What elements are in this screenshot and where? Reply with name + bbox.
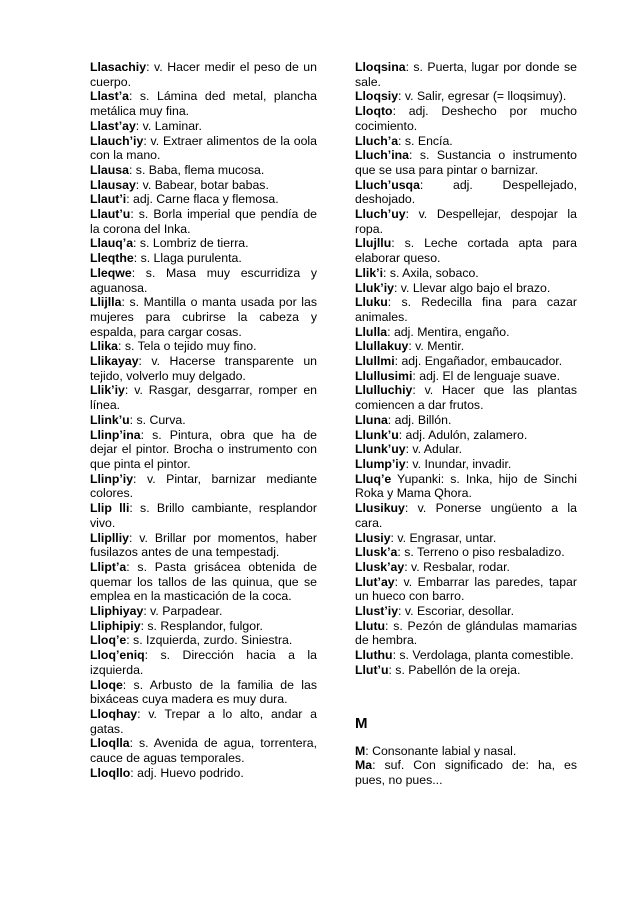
entry-definition: : v. Extraer alimentos de la oola con la mano. bbox=[90, 133, 317, 163]
entry-definition: : v. Hacer medir el peso de un cuerpo. bbox=[90, 60, 317, 89]
entry-headword: Lluk’iy bbox=[355, 280, 394, 295]
entry-headword: Lliphiyay bbox=[90, 604, 144, 619]
entry-definition: : v. Parpadear. bbox=[143, 604, 223, 619]
dictionary-entry bbox=[355, 60, 577, 89]
entry-headword: Lluch’a bbox=[355, 133, 399, 148]
entry-headword: Llast’ay bbox=[90, 118, 136, 133]
entry-definition: : s. Lombriz de tierra. bbox=[133, 236, 249, 251]
dictionary-entry bbox=[90, 236, 317, 251]
entry-definition: : v. Babear, botar babas. bbox=[135, 177, 269, 192]
entry-definition: : s. Encía. bbox=[398, 133, 453, 148]
entry-headword: Llipt’a bbox=[90, 559, 127, 574]
dictionary-entry bbox=[355, 663, 577, 678]
dictionary-entry bbox=[355, 501, 577, 530]
dictionary-entry bbox=[90, 295, 317, 339]
entry-definition: : s. Borla imperial que pendía de la corona del Inka. bbox=[90, 207, 317, 236]
dictionary-entry bbox=[355, 354, 577, 369]
entry-definition: : s. Mantilla o manta usada por las mujeres para cubrirse la cabeza y espalda, para cargar cosas. bbox=[90, 295, 317, 339]
entry-headword: Llaut’i bbox=[90, 192, 127, 207]
dictionary-entry bbox=[355, 325, 577, 340]
entry-headword: Ma bbox=[355, 758, 373, 773]
entry-headword: Llaut’u bbox=[90, 207, 131, 222]
entry-headword: Llunk’uy bbox=[355, 442, 406, 457]
entry-definition: : adj. Adulón, zalamero. bbox=[398, 427, 528, 442]
entry-headword: Llik’i bbox=[355, 265, 384, 280]
entry-headword: Llasachiy bbox=[90, 60, 147, 74]
entry-headword: Lluch’usqa bbox=[355, 177, 420, 192]
dictionary-entry bbox=[90, 178, 317, 193]
entry-definition: : s. Tela o tejido muy fino. bbox=[118, 339, 257, 354]
entry-definition: : v. Inundar, invadir. bbox=[405, 456, 512, 471]
entry-headword: Llika bbox=[90, 339, 119, 354]
dictionary-entry bbox=[90, 766, 317, 781]
entry-headword: Lloq’e bbox=[90, 633, 127, 648]
entry-definition: : adj. Despellejado, deshojado. bbox=[355, 177, 577, 207]
entry-definition: : s. Verdolaga, planta comestible. bbox=[392, 648, 574, 663]
entry-headword: Llusk’a bbox=[355, 545, 398, 560]
entry-definition: : v. Mentir. bbox=[408, 339, 465, 354]
entry-definition: : v. Trepar a lo alto, andar a gatas. bbox=[90, 706, 317, 736]
entry-definition: : s. Izquierda, zurdo. Siniestra. bbox=[126, 633, 293, 648]
entry-definition: : adj. Carne flaca y flemosa. bbox=[126, 192, 279, 207]
entry-headword: Llulluchiy bbox=[355, 383, 413, 398]
entry-definition: : s. Avenida de agua, torrentera, cauce de aguas temporales. bbox=[90, 736, 317, 766]
entry-definition: : v. Ponerse ungüento a la cara. bbox=[355, 501, 577, 530]
entry-definition: : s. Pabellón de la oreja. bbox=[388, 662, 521, 677]
dictionary-entry bbox=[355, 339, 577, 354]
entry-definition: : adj. Engañador, embaucador. bbox=[394, 354, 563, 369]
entry-headword: Llink’u bbox=[90, 412, 130, 427]
entry-definition: : s. Curva. bbox=[129, 412, 186, 427]
entry-definition: : s. Pasta grisácea obtenida de quemar los tallos de las quinua, que se emplea en la masticación de la coca. bbox=[90, 559, 317, 604]
entry-definition: : adj. Huevo podrido. bbox=[130, 765, 244, 780]
dictionary-entry bbox=[355, 758, 577, 787]
entry-headword: Lluch’uy bbox=[355, 207, 406, 222]
dictionary-entry bbox=[355, 383, 577, 412]
entry-definition: : s. Redecilla fina para cazar animales. bbox=[355, 295, 577, 324]
entry-headword: Lloqto bbox=[355, 104, 393, 119]
entry-definition: : v. Llevar algo bajo el brazo. bbox=[393, 280, 551, 295]
dictionary-entry bbox=[90, 604, 317, 619]
dictionary-entry bbox=[355, 428, 577, 443]
dictionary-entry bbox=[90, 531, 317, 560]
entry-definition: : v. Hacerse transparente un tejido, volverlo muy delgado. bbox=[90, 354, 317, 383]
entry-headword: Lloqlla bbox=[90, 736, 130, 751]
entry-headword: Llunk’u bbox=[355, 427, 399, 442]
entry-headword: Lloqsina bbox=[355, 60, 406, 74]
entry-headword: Llusiy bbox=[355, 530, 391, 545]
entry-definition: : v. Brillar por momentos, haber fusilazos antes de una tempestadj. bbox=[90, 530, 317, 560]
dictionary-entry bbox=[355, 266, 577, 281]
dictionary-entry bbox=[355, 531, 577, 546]
entry-headword: Llik’iy bbox=[90, 383, 125, 398]
dictionary-entry bbox=[355, 744, 577, 759]
entry-headword: Llullusimi bbox=[355, 368, 413, 383]
dictionary-entry bbox=[90, 619, 317, 634]
entry-headword: Llujllu bbox=[355, 236, 392, 251]
entry-headword: Llullakuy bbox=[355, 339, 409, 354]
dictionary-entry bbox=[90, 383, 317, 412]
dictionary-entry bbox=[355, 604, 577, 619]
dictionary-entry bbox=[355, 89, 577, 104]
entry-definition: : s. Dirección hacia a la izquierda. bbox=[90, 648, 317, 677]
entry-headword: Llijlla bbox=[90, 295, 122, 310]
dictionary-entry bbox=[90, 472, 317, 501]
dictionary-entry bbox=[90, 736, 317, 765]
entry-headword: Llusk’ay bbox=[355, 559, 405, 574]
dictionary-entry bbox=[355, 619, 577, 648]
entry-headword: Lliphipiy bbox=[90, 618, 141, 633]
entry-definition: : adj. Deshecho por mucho cocimiento. bbox=[355, 104, 577, 133]
entry-headword: Llausa bbox=[90, 162, 129, 177]
entry-definition: : v. Rasgar, desgarrar, romper en línea. bbox=[90, 383, 317, 413]
dictionary-entry bbox=[355, 295, 577, 324]
entry-headword: Lluthu bbox=[355, 648, 393, 663]
dictionary-entry bbox=[90, 266, 317, 295]
entry-definition: : v. Salir, egresar (= lloqsimuy). bbox=[398, 89, 567, 104]
dictionary-entry bbox=[355, 148, 577, 177]
entry-headword: Llip lli bbox=[90, 501, 130, 516]
dictionary-entry bbox=[90, 633, 317, 648]
entry-definition: : v. Pintar, barnizar mediante colores. bbox=[90, 471, 317, 501]
entry-definition: : v. Embarrar las paredes, tapar un hueco con barro. bbox=[355, 574, 577, 604]
dictionary-entry bbox=[355, 178, 577, 207]
dictionary-entry bbox=[90, 560, 317, 604]
entry-headword: Llinp’iy bbox=[90, 471, 134, 486]
entry-headword: Lloqsiy bbox=[355, 89, 399, 104]
entry-headword: Lleqwe bbox=[90, 265, 132, 280]
dictionary-entry bbox=[355, 442, 577, 457]
right-entries bbox=[355, 60, 577, 678]
dictionary-entry bbox=[355, 575, 577, 604]
entry-headword: Llulla bbox=[355, 324, 388, 339]
entry-headword: Llikayay bbox=[90, 354, 139, 369]
entry-definition: : s. Resplandor, fulgor. bbox=[140, 618, 263, 633]
entry-headword: Lluch’ina bbox=[355, 148, 409, 163]
dictionary-entry bbox=[355, 648, 577, 663]
entry-definition: : v. Resbalar, rodar. bbox=[404, 559, 510, 574]
entry-headword: Llut’u bbox=[355, 662, 389, 677]
dictionary-entry bbox=[90, 251, 317, 266]
entry-headword: Llump’iy bbox=[355, 456, 406, 471]
dictionary-entry bbox=[90, 163, 317, 178]
entry-headword: Lleqthe bbox=[90, 251, 134, 266]
entry-definition: : adj. Billón. bbox=[387, 412, 452, 427]
entry-definition: Yupanki: s. Inka, hijo de Sinchi Roka y Mama Qhora. bbox=[355, 471, 577, 501]
dictionary-entry bbox=[355, 457, 577, 472]
entry-headword: Llauq’a bbox=[90, 236, 134, 251]
dictionary-entry bbox=[355, 560, 577, 575]
entry-headword: Llut’ay bbox=[355, 574, 395, 589]
entry-definition: : s. Sustancia o instrumento que se usa para pintar o barnizar. bbox=[355, 148, 577, 177]
dictionary-entry bbox=[90, 648, 317, 677]
dictionary-entry bbox=[355, 472, 577, 501]
entry-headword: Llinp’ina bbox=[90, 427, 141, 442]
dictionary-entry bbox=[90, 134, 317, 163]
dictionary-entry bbox=[90, 339, 317, 354]
entry-definition: : adj. El de lenguaje suave. bbox=[412, 368, 561, 383]
entry-definition: : v. Laminar. bbox=[135, 118, 202, 133]
entry-headword: Llauch’iy bbox=[90, 133, 144, 148]
entry-headword: Lloqe bbox=[90, 677, 123, 692]
entry-definition: : adj. Mentira, engaño. bbox=[387, 324, 510, 339]
entry-headword: Lloq’eniq bbox=[90, 648, 145, 663]
entry-headword: Llusikuy bbox=[355, 501, 405, 516]
entry-definition: : v. Engrasar, untar. bbox=[390, 530, 497, 545]
entry-definition: : Consonante labial y nasal. bbox=[365, 743, 517, 758]
dictionary-entry bbox=[90, 428, 317, 472]
entry-headword: Lloqllo bbox=[90, 765, 131, 780]
dictionary-entry bbox=[90, 60, 317, 89]
entry-headword: Lluq’e bbox=[355, 471, 392, 486]
dictionary-entry bbox=[355, 236, 577, 265]
right-column bbox=[355, 60, 577, 788]
entry-headword: Llausay bbox=[90, 177, 136, 192]
entry-headword: Lluku bbox=[355, 295, 388, 310]
entry-definition: : s. Lámina ded metal, plancha metálica muy fina. bbox=[90, 89, 317, 119]
entry-definition: : v. Escoriar, desollar. bbox=[398, 604, 515, 619]
entry-definition: : s. Brillo cambiante, resplandor vivo. bbox=[90, 501, 317, 530]
dictionary-entry bbox=[355, 545, 577, 560]
entry-definition: : suf. Con significado de: ha, es pues, no pues... bbox=[355, 758, 577, 787]
dictionary-entry bbox=[90, 678, 317, 707]
dictionary-entry bbox=[90, 89, 317, 118]
entry-definition: : s. Pezón de glándulas mamarias de hembra. bbox=[355, 618, 577, 648]
entry-definition: : s. Arbusto de la familia de las bixáceas cuya madera es muy dura. bbox=[90, 677, 317, 707]
entry-definition: : s. Leche cortada apta para elaborar queso. bbox=[355, 236, 577, 266]
entry-definition: : v. Adular. bbox=[405, 442, 463, 457]
dictionary-entry bbox=[90, 119, 317, 134]
dictionary-entry bbox=[355, 369, 577, 384]
section-letter: M bbox=[355, 714, 368, 732]
dictionary-entry bbox=[355, 207, 577, 236]
entry-definition: : s. Puerta, lugar por donde se sale. bbox=[355, 60, 577, 89]
entry-headword: Llast’a bbox=[90, 89, 129, 104]
section-entries bbox=[355, 744, 577, 788]
entry-headword: Lloqhay bbox=[90, 706, 138, 721]
dictionary-entry bbox=[90, 501, 317, 530]
dictionary-entry bbox=[355, 413, 577, 428]
entry-headword: Llust’iy bbox=[355, 604, 399, 619]
dictionary-entry bbox=[355, 134, 577, 149]
dictionary-entry bbox=[355, 104, 577, 133]
entry-definition: : s. Masa muy escurridiza y aguanosa. bbox=[90, 265, 317, 295]
dictionary-entry bbox=[90, 354, 317, 383]
dictionary-entry bbox=[90, 707, 317, 736]
entry-definition: : s. Axila, sobaco. bbox=[383, 265, 479, 280]
entry-definition: : s. Terreno o piso resbaladizo. bbox=[397, 545, 565, 560]
entry-headword: Llullmi bbox=[355, 354, 395, 369]
dictionary-entry bbox=[355, 281, 577, 296]
entry-headword: Lliplliy bbox=[90, 530, 129, 545]
entry-headword: Lluna bbox=[355, 412, 388, 427]
entry-headword: M bbox=[355, 743, 366, 758]
entry-headword: Llutu bbox=[355, 618, 386, 633]
dictionary-entry bbox=[90, 413, 317, 428]
left-column bbox=[90, 60, 317, 780]
dictionary-entry bbox=[90, 192, 317, 207]
entry-definition: : s. Pintura, obra que ha de dejar el pintor. Brocha o instrumento con que pinta el pintor. bbox=[90, 427, 317, 471]
entry-definition: : v. Hacer que las plantas comiencen a dar frutos. bbox=[355, 383, 577, 413]
entry-definition: : s. Baba, flema mucosa. bbox=[128, 162, 265, 177]
dictionary-entry bbox=[90, 207, 317, 236]
entry-definition: : s. Llaga purulenta. bbox=[133, 251, 242, 266]
entry-definition: : v. Despellejar, despojar la ropa. bbox=[355, 207, 577, 236]
